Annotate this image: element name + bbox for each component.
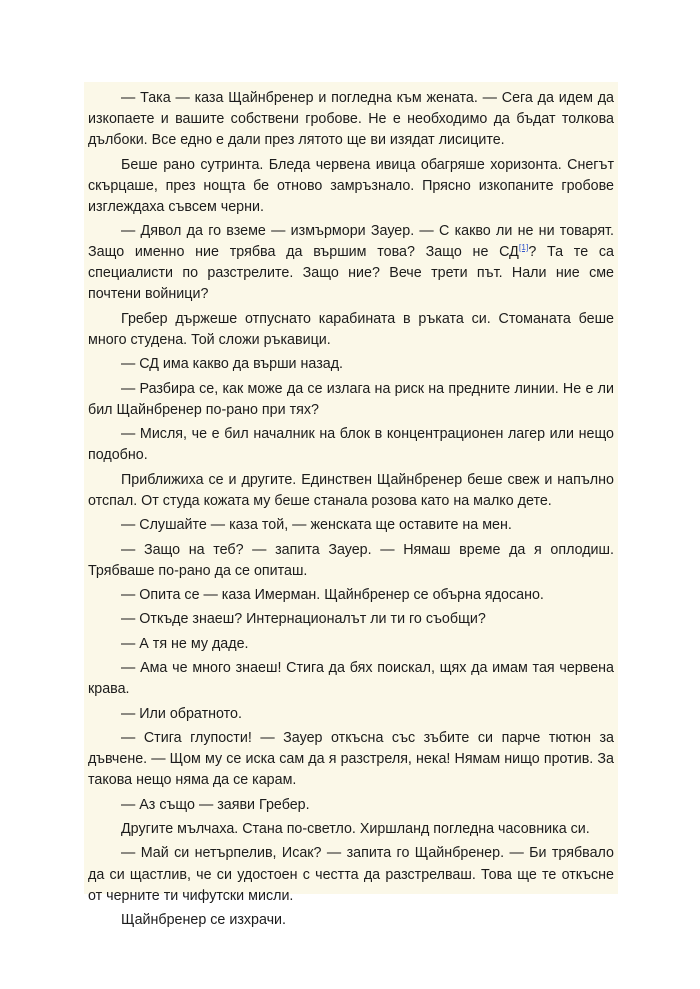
- paragraph: — Откъде знаеш? Интернационалът ли ти го съобщи?: [121, 611, 486, 628]
- paragraph: — Разбира се, как може да се излага на риск на предните линии. Не е ли бил Щайнбренер по-рано при тях?: [88, 380, 614, 418]
- paragraph: — Аз също — заяви Гребер.: [121, 796, 310, 813]
- paragraph: — Така — каза Щайнбренер и погледна към жената. — Сега да идем да изкопаете и вашите собствени гробове. Не е необходимо да бъдат толкова дълбоки. Все едно е дали през лятото ще ви изядат лисиците.: [88, 90, 614, 149]
- paragraph: — Или обратното.: [121, 705, 242, 722]
- paragraph: — Опита се — каза Имерман. Щайнбренер се обърна ядосано.: [121, 587, 544, 604]
- paragraph: Приближиха се и другите. Единствен Щайнбренер беше свеж и напълно отспал. От студа кожата му беше станала розова като на малко дете.: [88, 471, 614, 509]
- paragraph: — Стига глупости! — Зауер откъсна със зъбите си парче тютюн за дъвчене. — Щом му се иска сам да я разстреля, нека! Нямам нищо против. За такова нещо няма да се карам.: [88, 730, 614, 789]
- paragraph: — Мисля, че е бил началник на блок в концентрационен лагер или нещо подобно.: [88, 426, 614, 464]
- paragraph: — Ама че много знаеш! Стига да бях поискал, щях да имам тая червена крава.: [88, 660, 614, 698]
- paragraph: Гребер държеше отпуснато карабината в ръката си. Стоманата беше много студена. Той сложи ръкавици.: [88, 310, 614, 348]
- paragraph-text: ? Та те са специалисти по разстрелите. Защо ние? Вече трети път. Нали ние сме почтени войници?: [88, 244, 615, 303]
- footnote-link[interactable]: [1]: [518, 242, 529, 253]
- paragraph: Другите мълчаха. Стана по-светло. Хиршланд погледна часовника си.: [121, 821, 590, 838]
- paragraph: — Май си нетърпелив, Исак? — запита го Щайнбренер. — Би трябвало да си щастлив, че си удостоен с честта да разстрелваш. Това ще те откъсне от черните ти чифутски мисли.: [88, 845, 614, 904]
- paragraph: — Слушайте — каза той, — женската ще оставите на мен.: [121, 517, 512, 534]
- document-page: [84, 82, 618, 929]
- paragraph: [88, 221, 614, 305]
- body-text: [88, 88, 614, 931]
- paragraph-text: — Дявол да го вземе — измърмори Зауер. — С какво ли не ни товарят. Защо именно ние трябва да вършим това? Защо не СД: [88, 223, 614, 261]
- paragraph: — А тя не му даде.: [121, 635, 249, 652]
- paragraph: — СД има какво да върши назад.: [121, 356, 344, 373]
- paragraph: Беше рано сутринта. Бледа червена ивица обагряше хоризонта. Снегът скърцаше, през нощта бе отново замръзнало. Прясно изкопаните гробове изглеждаха съвсем черни.: [88, 156, 614, 215]
- paragraph: Щайнбренер се изхрачи.: [121, 912, 287, 929]
- paragraph: — Защо на теб? — запита Зауер. — Нямаш време да я оплодиш. Трябваше по-рано да се опиташ.: [88, 541, 614, 579]
